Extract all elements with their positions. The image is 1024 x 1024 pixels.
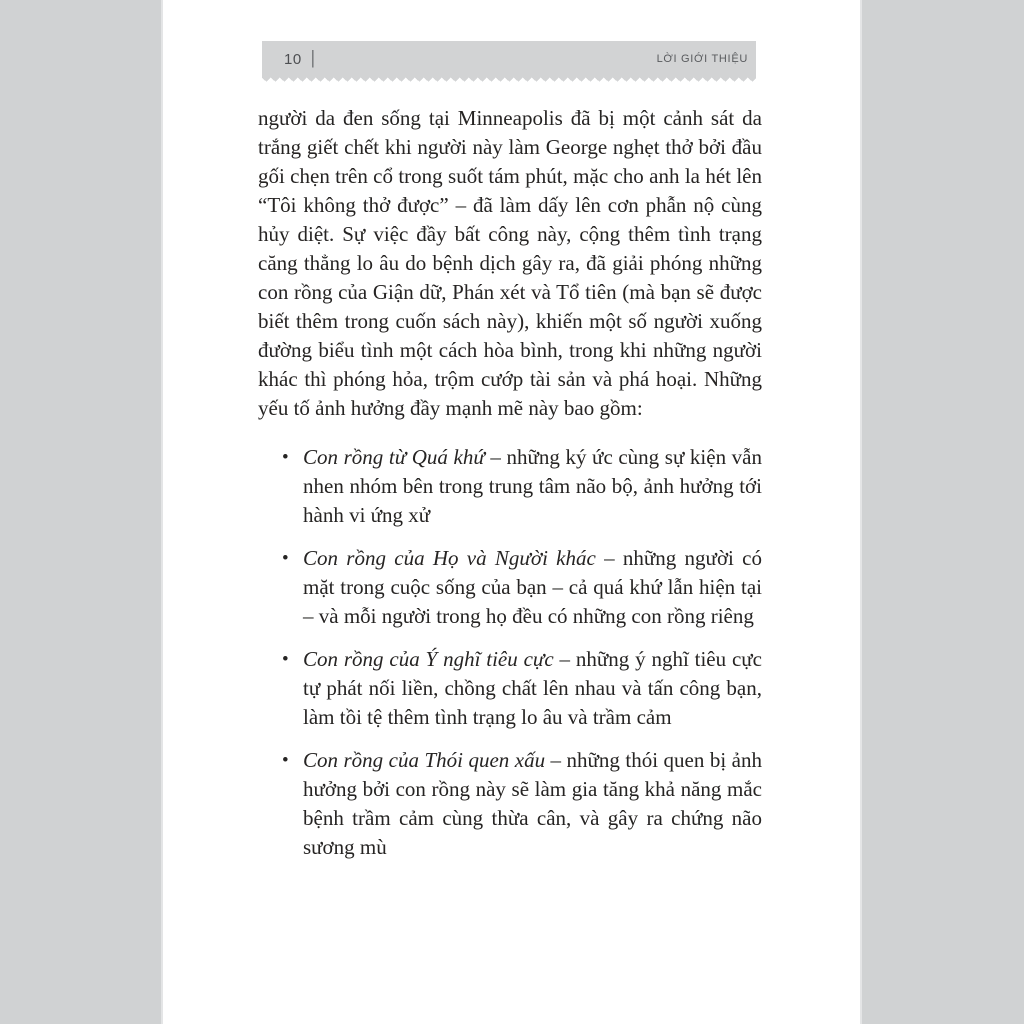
bullet-item-bad-habit-dragons <box>303 746 762 862</box>
bullet-text: – những thói quen bị ảnh hưởng bởi con rồng này sẽ làm gia tăng khả năng mắc bệnh trầm cảm cùng thừa cân, và gây ra chứng não sương mù <box>303 748 763 859</box>
bullet-text: – những ký ức cùng sự kiện vẫn nhen nhóm bên trong trung tâm não bộ, ảnh hưởng tới hành vi ứng xử <box>303 445 762 527</box>
right-margin-bar <box>860 0 1024 1024</box>
bullet-item-past-dragons <box>303 443 762 530</box>
page-number: 10 <box>284 50 302 68</box>
bullet-lead: Con rồng của Thói quen xấu <box>303 748 546 772</box>
bullet-text: – những ý nghĩ tiêu cực tự phát nối liền, chồng chất lên nhau và tấn công bạn, làm tồi tệ thêm tình trạng lo âu và trầm cảm <box>303 647 762 729</box>
page-header <box>262 41 756 77</box>
page <box>163 0 860 1024</box>
body-text <box>258 104 762 876</box>
header-separator: | <box>310 48 315 69</box>
bullet-lead: Con rồng từ Quá khứ <box>303 445 485 469</box>
running-title: LỜI GIỚI THIỆU <box>656 53 748 65</box>
bullet-lead: Con rồng của Họ và Người khác <box>303 546 596 570</box>
bullet-item-negative-thought-dragons <box>303 645 762 732</box>
bullet-lead: Con rồng của Ý nghĩ tiêu cực <box>303 647 554 671</box>
bullet-list <box>258 443 762 862</box>
left-margin-bar <box>0 0 163 1024</box>
page-number-group <box>284 50 315 68</box>
header-zigzag-edge <box>262 77 756 82</box>
bullet-text: – những người có mặt trong cuộc sống của bạn – cả quá khứ lẫn hiện tại – và mỗi người trong họ đều có những con rồng riêng <box>303 546 762 628</box>
bullet-item-other-people-dragons <box>303 544 762 631</box>
paragraph: người da đen sống tại Minneapolis đã bị một cảnh sát da trắng giết chết khi người này làm George nghẹt thở bởi đầu gối chẹn trên cổ trong suốt tám phút, mặc cho anh la hét lên “Tôi không thở được” – đã làm dấy lên cơn phẫn nộ cùng hủy diệt. Sự việc đầy bất công này, cộng thêm tình trạng căng thẳng lo âu do bệnh dịch gây ra, đã giải phóng những con rồng của Giận dữ, Phán xét và Tổ tiên (mà bạn sẽ được biết thêm trong cuốn sách này), khiến một số người xuống đường biểu tình một cách hòa bình, trong khi những người khác thì phóng hỏa, trộm cướp tài sản và phá hoại. Những yếu tố ảnh hưởng đầy mạnh mẽ này bao gồm: <box>258 106 762 420</box>
